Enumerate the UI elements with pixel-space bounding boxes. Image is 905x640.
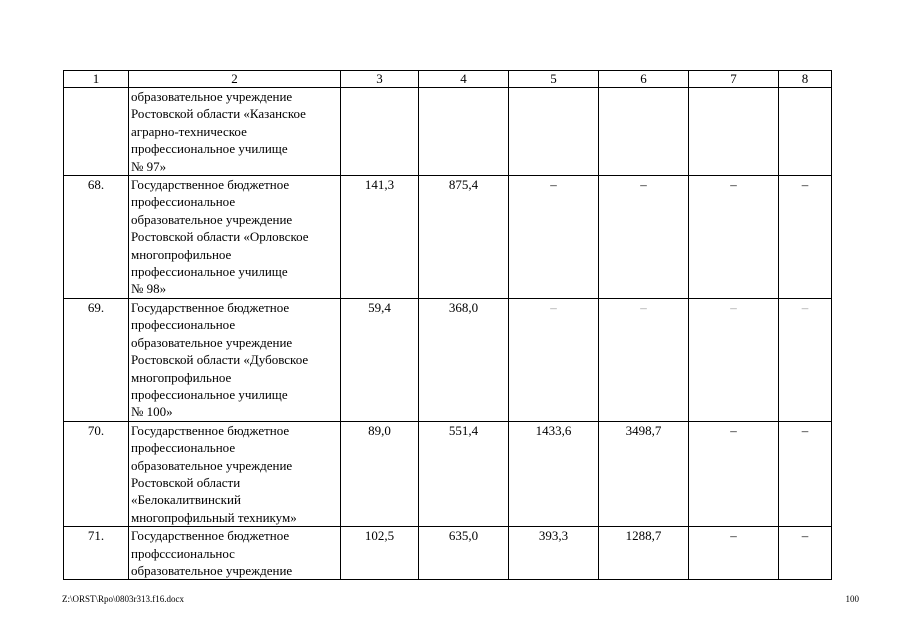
column-header: 8 bbox=[779, 71, 832, 88]
cell-col8: – bbox=[779, 176, 832, 299]
table-row bbox=[64, 298, 832, 421]
institution-name: Государственное бюджетное профессиональное образовательное учреждение Ростовской области «Орловское многопрофильное профессиональное училище № 98» bbox=[129, 176, 341, 299]
cell-col3: 89,0 bbox=[341, 421, 419, 526]
table-row bbox=[64, 421, 832, 526]
cell-col4: 635,0 bbox=[419, 527, 509, 580]
table-row bbox=[64, 527, 832, 580]
table-row bbox=[64, 176, 832, 299]
cell-col5: – bbox=[509, 298, 599, 421]
row-number: 70. bbox=[64, 421, 129, 526]
column-header: 6 bbox=[599, 71, 689, 88]
column-header: 2 bbox=[129, 71, 341, 88]
cell-col7: – bbox=[689, 527, 779, 580]
cell-col3: 141,3 bbox=[341, 176, 419, 299]
cell-col7: – bbox=[689, 421, 779, 526]
column-header: 4 bbox=[419, 71, 509, 88]
institution-name: Государственное бюджетное профсссиональнос образовательное учреждение bbox=[129, 527, 341, 580]
row-number bbox=[64, 88, 129, 176]
header-row bbox=[64, 71, 832, 88]
cell-col3: 102,5 bbox=[341, 527, 419, 580]
column-header: 1 bbox=[64, 71, 129, 88]
page-number: 100 bbox=[845, 594, 859, 604]
cell-col6: 3498,7 bbox=[599, 421, 689, 526]
cell-col3 bbox=[341, 88, 419, 176]
data-table bbox=[63, 70, 832, 580]
institution-name: Государственное бюджетное профессиональное образовательное учреждение Ростовской области «Дубовское многопрофильное профессиональное училище № 100» bbox=[129, 298, 341, 421]
column-header: 5 bbox=[509, 71, 599, 88]
cell-col7: – bbox=[689, 176, 779, 299]
cell-col7: – bbox=[689, 298, 779, 421]
row-number: 71. bbox=[64, 527, 129, 580]
institution-name: образовательное учреждение Ростовской области «Казанское аграрно-техническое профессиональное училище № 97» bbox=[129, 88, 341, 176]
file-path: Z:\ORST\Rpo\0803r313.f16.docx bbox=[62, 594, 184, 604]
cell-col6: 1288,7 bbox=[599, 527, 689, 580]
cell-col6: – bbox=[599, 298, 689, 421]
cell-col6: – bbox=[599, 176, 689, 299]
cell-col8: – bbox=[779, 298, 832, 421]
row-number: 69. bbox=[64, 298, 129, 421]
cell-col4 bbox=[419, 88, 509, 176]
table-row bbox=[64, 88, 832, 176]
cell-col8: – bbox=[779, 421, 832, 526]
cell-col5: – bbox=[509, 176, 599, 299]
cell-col4: 875,4 bbox=[419, 176, 509, 299]
cell-col7 bbox=[689, 88, 779, 176]
cell-col5: 1433,6 bbox=[509, 421, 599, 526]
cell-col8: – bbox=[779, 527, 832, 580]
cell-col5: 393,3 bbox=[509, 527, 599, 580]
cell-col4: 551,4 bbox=[419, 421, 509, 526]
cell-col3: 59,4 bbox=[341, 298, 419, 421]
cell-col4: 368,0 bbox=[419, 298, 509, 421]
cell-col5 bbox=[509, 88, 599, 176]
institution-name: Государственное бюджетное профессиональное образовательное учреждение Ростовской области «Белокалитвинский многопрофильный техникум» bbox=[129, 421, 341, 526]
cell-col8 bbox=[779, 88, 832, 176]
row-number: 68. bbox=[64, 176, 129, 299]
column-header: 7 bbox=[689, 71, 779, 88]
cell-col6 bbox=[599, 88, 689, 176]
column-header: 3 bbox=[341, 71, 419, 88]
